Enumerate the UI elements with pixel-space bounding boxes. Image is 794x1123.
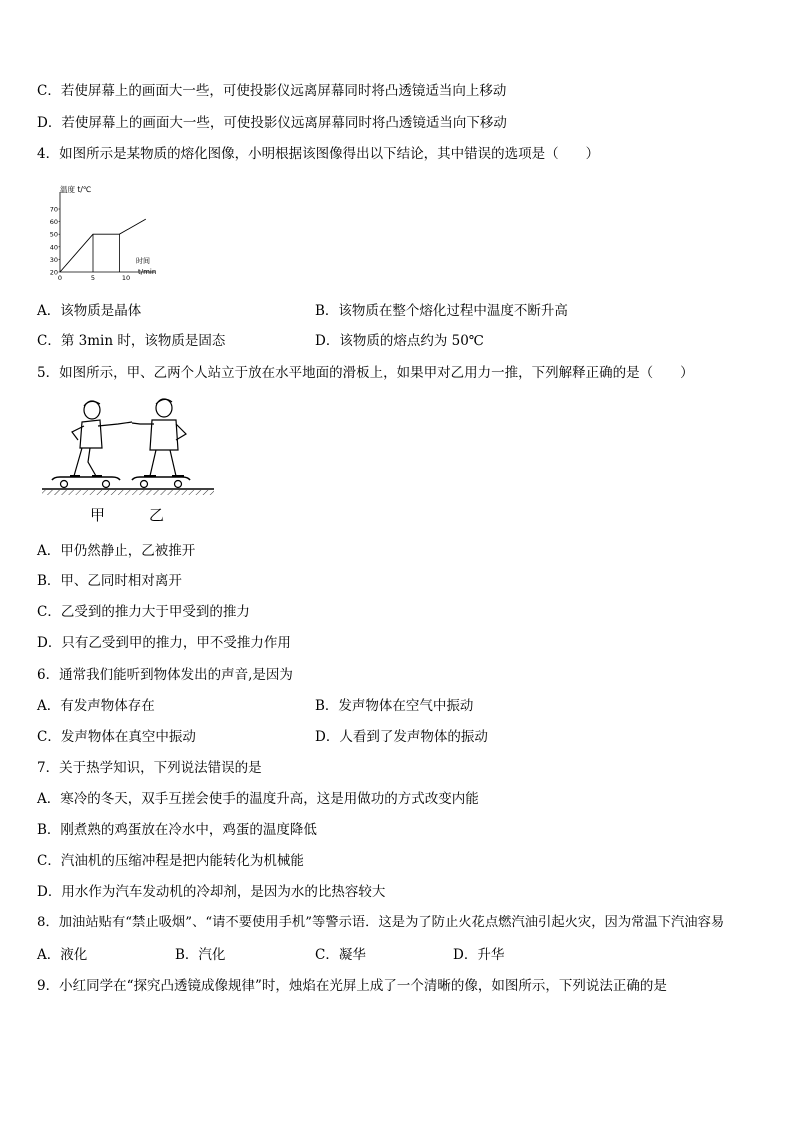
q4-ytick-label: 60 [49,218,58,227]
q6-option-a: A．有发声物体存在 [37,698,155,714]
q5-option-d: D．只有乙受到甲的推力，甲不受推力作用 [37,635,291,651]
q4-option-c: C．第 3min 时，该物质是固态 [37,333,226,349]
person-right [132,399,186,476]
q4-option-a: A．该物质是晶体 [37,303,142,319]
q5-figure-label-right: 乙 [149,506,165,524]
q6-option-d: D．人看到了发声物体的振动 [315,729,488,745]
q3-option-c: C．若使屏幕上的画面大一些，可使投影仪远离屏幕同时将凸透镜适当向上移动 [37,83,507,99]
q4-ytick-label: 70 [49,205,58,214]
q7-option-a: A．寒冷的冬天，双手互搓会使手的温度升高，这是用做功的方式改变内能 [37,791,479,807]
q6-stem: 6．通常我们能听到物体发出的声音,是因为 [37,667,293,683]
q7-stem: 7．关于热学知识，下列说法错误的是 [37,760,262,776]
q4-chart-xlabel: t/min [138,268,157,276]
q4-xtick-label: 0 [57,274,63,280]
q5-figure-label-left: 甲 [90,506,106,524]
q8-option-b: B．汽化 [175,947,226,963]
q4-xtick-label: 5 [90,274,96,280]
q4-option-b: B．该物质在整个熔化过程中温度不断升高 [315,303,568,319]
q5-option-a: A．甲仍然静止，乙被推开 [37,543,196,559]
q6-option-b: B．发声物体在空气中振动 [315,698,474,714]
q3-option-d: D．若使屏幕上的画面大一些，可使投影仪远离屏幕同时将凸透镜适当向下移动 [37,115,507,131]
q4-ytick-label: 30 [49,255,58,264]
skateboard-left [52,477,120,488]
q4-ytick-label: 50 [49,230,58,239]
q4-ytick-label: 20 [49,268,58,277]
skateboard-right [132,477,190,488]
q5-option-b: B．甲、乙同时相对离开 [37,573,182,589]
person-left [70,401,132,476]
q8-option-c: C．凝华 [315,947,366,963]
q4-temperature-curve [60,219,146,272]
q7-option-b: B．刚煮熟的鸡蛋放在冷水中，鸡蛋的温度降低 [37,822,317,838]
q7-option-d: D．用水作为汽车发动机的冷却剂，是因为水的比热容较大 [37,884,386,900]
q4-stem: 4．如图所示是某物质的熔化图像，小明根据该图像得出以下结论，其中错误的选项是（ ） [37,146,600,162]
q5-stem: 5．如图所示，甲、乙两个人站立于放在水平地面的滑板上，如果甲对乙用力一推，下列解释正确的是（ ） [37,365,694,381]
q4-xtick-label: 10 [121,274,131,280]
ground-hatch [42,490,214,495]
q5-option-c: C．乙受到的推力大于甲受到的推力 [37,604,250,620]
q5-skateboard-figure [40,396,218,500]
q4-option-d: D．该物质的熔点约为 50℃ [315,333,484,349]
q4-chart-xlabel-top: 时间 [136,257,150,265]
q8-stem: 8．加油站贴有“禁止吸烟”、“请不要使用手机”等警示语．这是为了防止火花点燃汽油引起火灾，因为常温下汽油容易 [37,915,725,930]
q4-melting-chart [40,180,170,280]
q7-option-c: C．汽油机的压缩冲程是把内能转化为机械能 [37,853,304,869]
q9-stem: 9．小红同学在“探究凸透镜成像规律”时，烛焰在光屏上成了一个清晰的像，如图所示，下列说法正确的是 [37,978,667,994]
q4-chart-ylabel: 温度 t/℃ [60,185,92,194]
q4-ytick-label: 40 [49,243,58,252]
q8-option-d: D．升华 [453,947,505,963]
q8-option-a: A．液化 [37,947,88,963]
q6-option-c: C．发声物体在真空中振动 [37,729,196,745]
